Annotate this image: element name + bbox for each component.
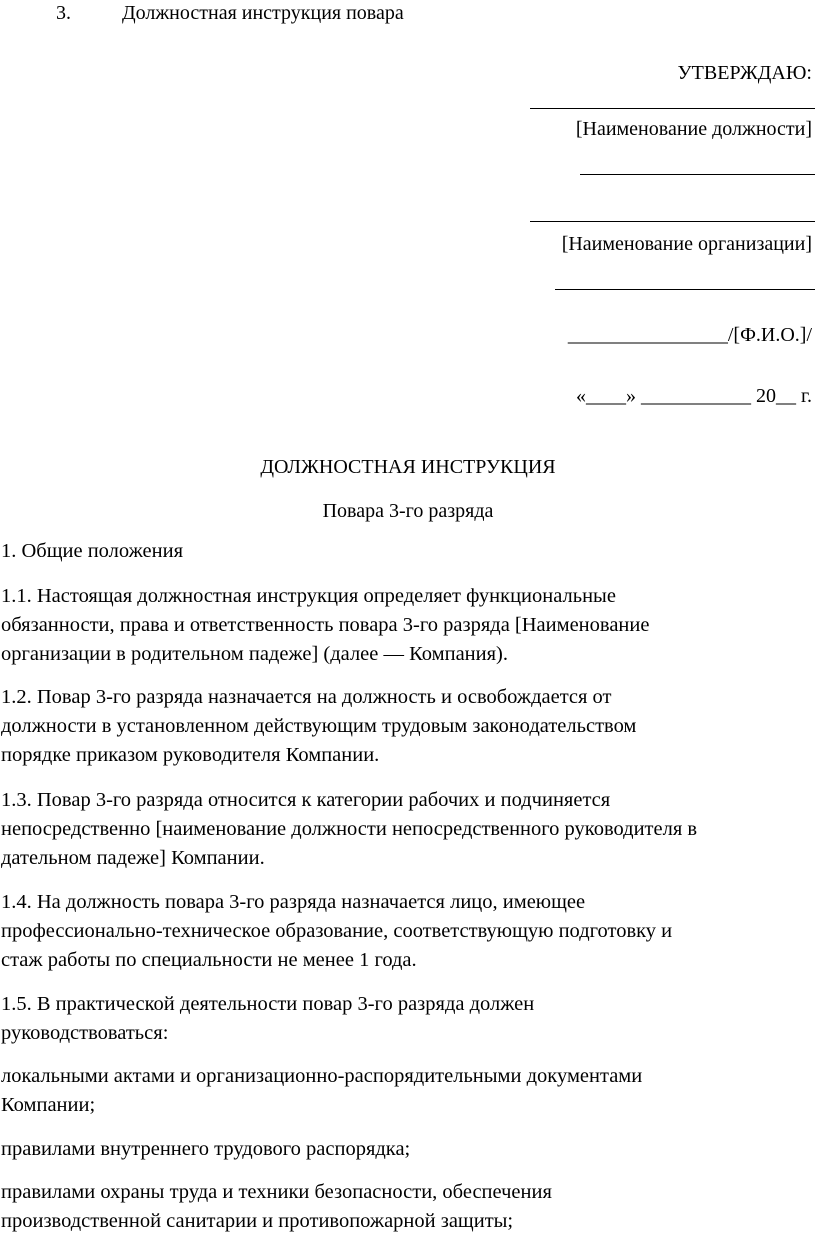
heading-number: 3. — [56, 2, 71, 24]
paragraph-line: обязанности, права и ответственность повара 3-го разряда [Наименование — [1, 614, 650, 636]
approve-label: УТВЕРЖДАЮ: — [677, 62, 812, 84]
paragraph-1-4 — [1, 888, 815, 975]
paragraph-line: должности в установленном действующим трудовым законодательством — [1, 715, 637, 737]
date-line: «____» ___________ 20__ г. — [576, 385, 812, 407]
paragraph-line: Компании; — [1, 1094, 96, 1116]
paragraph-line: правилами внутреннего трудового распорядка; — [1, 1138, 411, 1160]
list-item — [1, 1135, 815, 1164]
paragraph-1-5 — [1, 990, 815, 1048]
paragraph-line: организации в родительном падеже] (далее — Компания). — [1, 643, 508, 665]
paragraph-line: правилами охраны труда и техники безопасности, обеспечения — [1, 1181, 552, 1203]
paragraph-line: руководствоваться: — [1, 1022, 169, 1044]
section-heading: 1. Общие положения — [1, 540, 183, 562]
paragraph-line: дательном падеже] Компании. — [1, 847, 265, 869]
paragraph-1-2 — [1, 683, 815, 770]
paragraph-line: профессионально-техническое образование, соответствующую подготовку и — [1, 920, 673, 942]
paragraph-line: локальными актами и организационно-распорядительными документами — [1, 1065, 643, 1087]
document-title: ДОЛЖНОСТНАЯ ИНСТРУКЦИЯ — [260, 456, 556, 478]
heading-title: Должностная инструкция повара — [122, 2, 404, 24]
signature-line: ________________/[Ф.И.О.]/ — [567, 324, 812, 346]
approval-rule — [530, 108, 815, 109]
paragraph-line: 1.2. Повар 3-го разряда назначается на должность и освобождается от — [1, 686, 612, 708]
paragraph-1-3 — [1, 786, 815, 873]
approval-rule — [555, 289, 815, 290]
paragraph-line: производственной санитарии и противопожарной защиты; — [1, 1210, 514, 1232]
paragraph-line: порядке приказом руководителя Компании. — [1, 744, 380, 766]
position-placeholder: [Наименование должности] — [575, 118, 812, 140]
list-item — [1, 1178, 815, 1236]
organization-placeholder: [Наименование организации] — [561, 233, 812, 255]
list-item — [1, 1062, 815, 1120]
paragraph-line: 1.4. На должность повара 3-го разряда назначается лицо, имеющее — [1, 891, 586, 913]
approval-rule — [530, 221, 815, 222]
paragraph-line: непосредственно [наименование должности непосредственного руководителя в — [1, 818, 698, 840]
paragraph-line: 1.3. Повар 3-го разряда относится к категории рабочих и подчиняется — [1, 789, 611, 811]
paragraph-line: 1.5. В практической деятельности повар 3-го разряда должен — [1, 993, 535, 1015]
paragraph-1-1 — [1, 582, 815, 669]
paragraph-line: стаж работы по специальности не менее 1 года. — [1, 949, 417, 971]
document-subtitle: Повара 3-го разряда — [322, 500, 494, 522]
approval-rule — [580, 174, 815, 175]
paragraph-line: 1.1. Настоящая должностная инструкция определяет функциональные — [1, 585, 616, 607]
